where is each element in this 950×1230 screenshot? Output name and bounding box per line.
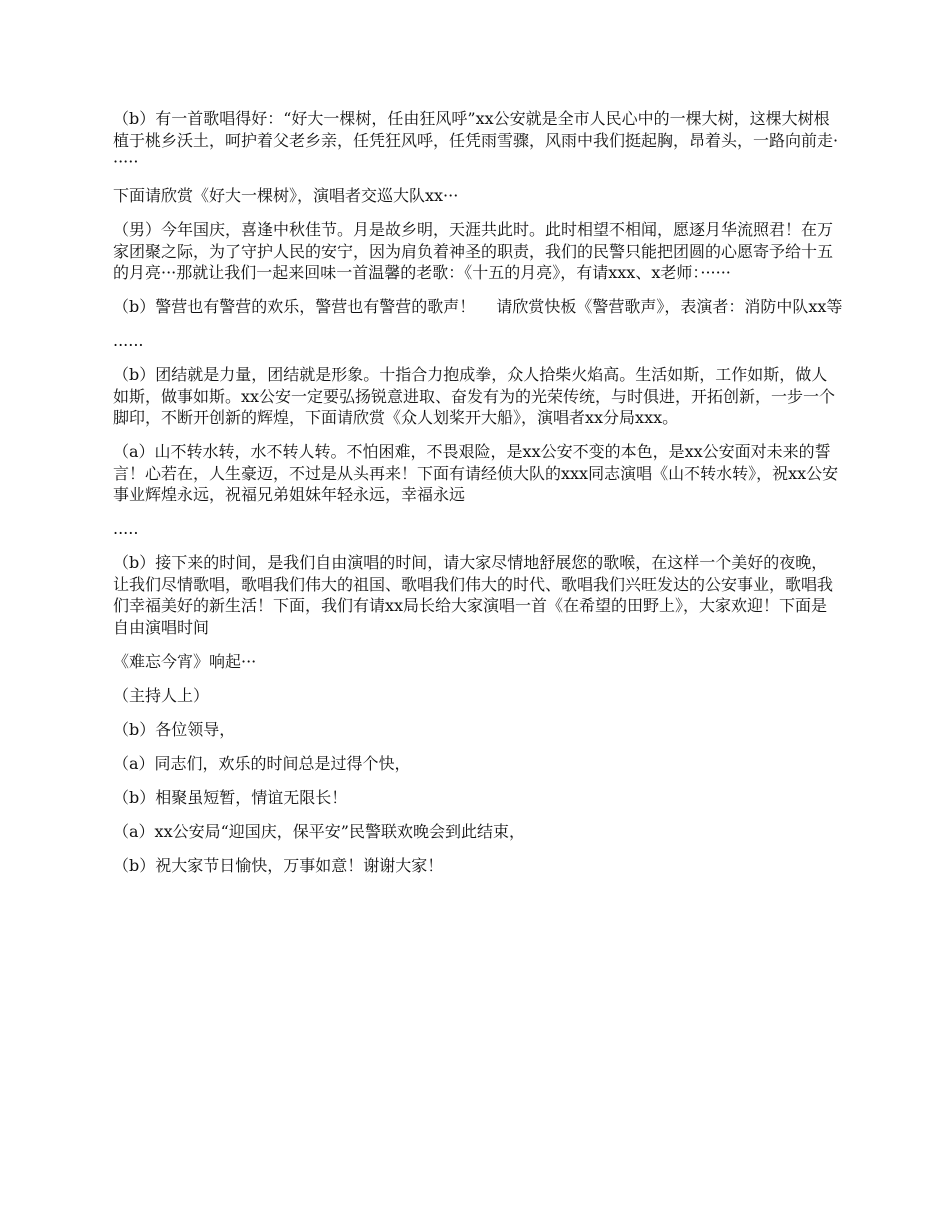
- document-body: [113, 108, 843, 889]
- paragraph-12: （b）各位领导，: [113, 719, 236, 739]
- paragraph-2: 下面请欣赏《好大一棵树》，演唱者交巡大队xx···: [113, 186, 459, 205]
- paragraph-11: （主持人上）: [113, 685, 210, 705]
- paragraph-14: （b）相聚虽短暂，情谊无限长！: [113, 787, 348, 807]
- paragraph-10: 《难忘今宵》响起···: [113, 651, 257, 671]
- paragraph-8: .....: [113, 519, 139, 538]
- paragraph-5: ......: [113, 331, 144, 350]
- paragraph-1: （b）有一首歌唱得好：“好大一棵树，任由狂风呼”xx公安就是全市人民心中的一棵大树，这棵大树根植于桃乡沃土，呵护着父老乡亲，任凭狂风呼，任凭雨雪骤，风雨中我们挺起胸，昂着头，一路向前走······: [113, 109, 839, 171]
- paragraph-9: （b）接下来的时间，是我们自由演唱的时间，请大家尽情地舒展您的歌喉，在这样一个美好的夜晚，让我们尽情歌唱，歌唱我们伟大的祖国、歌唱我们伟大的时代、歌唱我们兴旺发达的公安事业，歌唱我们幸福美好的新生活！下面，我们有请xx局长给大家演唱一首《在希望的田野上》，大家欢迎！下面是自由演唱时间: [113, 553, 834, 637]
- paragraph-3: （男）今年国庆，喜逢中秋佳节。月是故乡明，天涯共此时。此时相望不相闻，愿逐月华流照君！在万家团聚之际，为了守护人民的安宁，因为肩负着神圣的职责，我们的民警只能把团圆的心愿寄予给十五的月亮···那就让我们一起来回味一首温馨的老歌：《十五的月亮》，有请xxx、x老师：······: [113, 220, 834, 282]
- paragraph-7: （a）山不转水转，水不转人转。不怕困难，不畏艰险，是xx公安不变的本色，是xx公安面对未来的誓言！心若在，人生豪迈，不过是从头再来！下面有请经侦大队的xxx同志演唱《山不转水转》，祝xx公安事业辉煌永远，祝福兄弟姐妹年轻永远，幸福永远: [113, 442, 839, 504]
- paragraph-4: （b）警营也有警营的欢乐，警营也有警营的歌声！ 请欣赏快板《警营歌声》，表演者：消防中队xx等: [113, 297, 843, 316]
- paragraph-16: （b）祝大家节日愉快，万事如意！谢谢大家！: [113, 855, 444, 875]
- paragraph-15: （a）xx公安局“迎国庆，保平安”民警联欢晚会到此结束，: [113, 821, 525, 841]
- paragraph-6: （b）团结就是力量，团结就是形象。十指合力抱成拳，众人拾柴火焰高。生活如斯，工作如斯，做人如斯，做事如斯。xx公安一定要弘扬锐意进取、奋发有为的光荣传统，与时俱进，开拓创新，一步一个脚印，不断开创新的辉煌，下面请欣赏《众人划桨开大船》，演唱者xx分局xxx。: [113, 365, 836, 427]
- paragraph-13: （a）同志们，欢乐的时间总是过得个快，: [113, 753, 411, 773]
